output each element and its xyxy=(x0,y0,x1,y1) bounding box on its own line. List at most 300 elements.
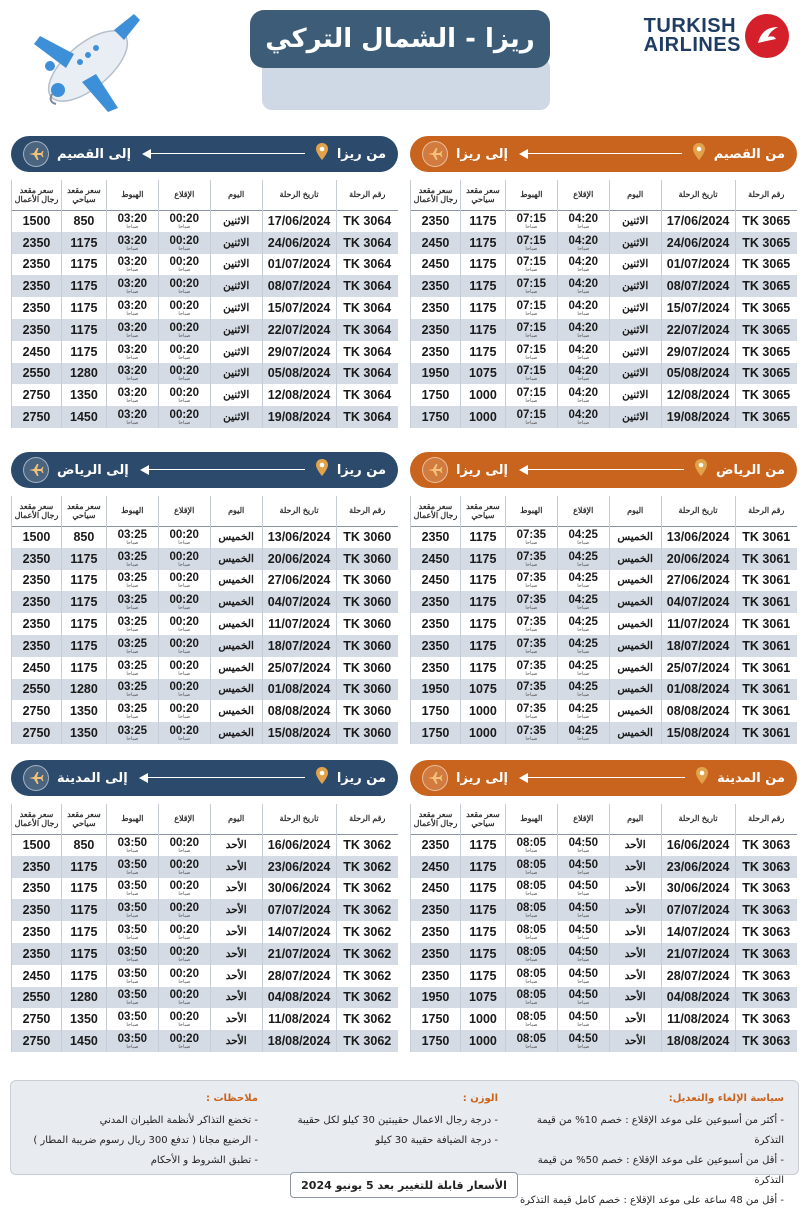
time-cell xyxy=(106,834,158,856)
time-note: صباحا xyxy=(178,935,191,942)
business-price: 2750 xyxy=(12,1030,62,1052)
cancel-item: - أقل من 48 ساعة على موعد الإقلاع : خصم كامل قيمة التذكرة xyxy=(519,1195,784,1206)
location-pin-icon xyxy=(695,767,709,789)
time-cell xyxy=(557,406,609,428)
economy-price: 1075 xyxy=(460,363,505,385)
time-cell xyxy=(557,526,609,548)
time-cell xyxy=(557,297,609,319)
table-row xyxy=(12,319,399,341)
time-value: 00:20 xyxy=(169,365,199,378)
table-row xyxy=(12,254,399,276)
weight-item: - درجة الضيافة حقيبة 30 كيلو xyxy=(375,1135,498,1146)
time-cell xyxy=(106,987,158,1009)
business-price: 2350 xyxy=(411,341,461,363)
plane-icon xyxy=(422,765,448,791)
time-cell xyxy=(505,591,557,613)
plane-icon xyxy=(23,141,49,167)
business-price: 2350 xyxy=(12,921,62,943)
time-value: 00:20 xyxy=(169,637,199,650)
table-row xyxy=(411,943,798,965)
flight-number: TK 3061 xyxy=(735,657,797,679)
business-price: 2350 xyxy=(12,613,62,635)
time-value: 03:20 xyxy=(117,321,148,334)
table-row xyxy=(411,700,798,722)
time-value: 00:20 xyxy=(169,321,199,334)
time-cell xyxy=(557,834,609,856)
day-cell: الخميس xyxy=(609,700,661,722)
flight-date: 21/07/2024 xyxy=(661,943,735,965)
day-cell: الخميس xyxy=(210,635,262,657)
time-note: صباحا xyxy=(126,978,139,985)
route-header xyxy=(11,136,398,172)
day-cell: الاثنين xyxy=(609,232,661,254)
time-note: صباحا xyxy=(126,956,139,963)
day-cell: الاثنين xyxy=(609,297,661,319)
business-price: 2450 xyxy=(411,878,461,900)
time-note: صباحا xyxy=(525,583,538,590)
time-note: صباحا xyxy=(178,583,191,590)
column-header: اليوم xyxy=(609,804,661,834)
time-value: 03:25 xyxy=(117,529,148,542)
flight-date: 08/08/2024 xyxy=(262,700,336,722)
flight-date: 07/07/2024 xyxy=(262,899,336,921)
flight-date: 15/07/2024 xyxy=(262,297,336,319)
time-cell xyxy=(505,526,557,548)
flight-date: 11/08/2024 xyxy=(661,1008,735,1030)
time-value: 04:20 xyxy=(568,234,598,247)
day-cell: الخميس xyxy=(609,635,661,657)
time-cell xyxy=(106,406,158,428)
time-value: 08:05 xyxy=(516,1033,547,1046)
time-value: 03:50 xyxy=(117,924,148,937)
day-cell: الخميس xyxy=(210,657,262,679)
route-header xyxy=(11,760,398,796)
flight-number: TK 3064 xyxy=(336,319,398,341)
time-cell xyxy=(505,635,557,657)
time-value: 07:15 xyxy=(516,256,547,269)
time-note: صباحا xyxy=(126,332,139,339)
table-row xyxy=(12,921,399,943)
economy-price: 850 xyxy=(61,210,106,232)
economy-price: 1450 xyxy=(61,1030,106,1052)
flight-number: TK 3063 xyxy=(735,921,797,943)
economy-price: 850 xyxy=(61,834,106,856)
day-cell: الخميس xyxy=(210,722,262,744)
table-header-row xyxy=(411,180,798,210)
column-header: اليوم xyxy=(609,180,661,210)
flight-date: 04/08/2024 xyxy=(262,987,336,1009)
day-cell: الاثنين xyxy=(210,319,262,341)
day-cell: الاثنين xyxy=(210,254,262,276)
flight-date: 18/07/2024 xyxy=(661,635,735,657)
time-value: 03:20 xyxy=(117,343,148,356)
flight-number: TK 3062 xyxy=(336,899,398,921)
flight-number: TK 3060 xyxy=(336,700,398,722)
time-cell xyxy=(505,232,557,254)
flight-date: 05/08/2024 xyxy=(661,363,735,385)
time-cell xyxy=(158,526,210,548)
flight-date: 18/08/2024 xyxy=(661,1030,735,1052)
table-row xyxy=(411,526,798,548)
business-price: 2350 xyxy=(12,635,62,657)
time-value: 04:20 xyxy=(568,387,598,400)
economy-price: 1175 xyxy=(460,834,505,856)
time-value: 07:15 xyxy=(516,234,547,247)
flight-number: TK 3060 xyxy=(336,722,398,744)
time-value: 04:50 xyxy=(568,858,598,871)
time-note: صباحا xyxy=(577,891,590,898)
time-value: 03:50 xyxy=(117,837,148,850)
time-value: 00:20 xyxy=(169,1033,199,1046)
day-cell: الاثنين xyxy=(609,341,661,363)
flight-date: 04/08/2024 xyxy=(661,987,735,1009)
time-value: 00:20 xyxy=(169,572,199,585)
time-value: 03:25 xyxy=(117,703,148,716)
column-header: رقم الرحلة xyxy=(735,804,797,834)
flight-date: 19/08/2024 xyxy=(661,406,735,428)
economy-price: 1175 xyxy=(460,921,505,943)
inbound-panel-1 xyxy=(11,452,398,744)
time-value: 04:20 xyxy=(568,321,598,334)
table-row xyxy=(411,965,798,987)
time-value: 00:20 xyxy=(169,924,199,937)
column-header: سعر مقعد سياحي xyxy=(61,804,106,834)
business-price: 2350 xyxy=(12,548,62,570)
schedule-table xyxy=(410,496,797,744)
time-value: 04:20 xyxy=(568,278,598,291)
time-cell xyxy=(158,384,210,406)
flight-date: 19/08/2024 xyxy=(262,406,336,428)
column-header: سعر مقعد رجال الأعمال xyxy=(12,496,62,526)
time-note: صباحا xyxy=(126,376,139,383)
flight-date: 16/06/2024 xyxy=(262,834,336,856)
time-note: صباحا xyxy=(126,583,139,590)
flight-number: TK 3063 xyxy=(735,878,797,900)
time-value: 04:50 xyxy=(568,837,598,850)
business-price: 2350 xyxy=(411,526,461,548)
day-cell: الأحد xyxy=(210,943,262,965)
flight-number: TK 3060 xyxy=(336,613,398,635)
economy-price: 1175 xyxy=(61,319,106,341)
day-cell: الأحد xyxy=(609,834,661,856)
time-note: صباحا xyxy=(126,1044,139,1051)
time-value: 00:20 xyxy=(169,703,199,716)
time-value: 03:25 xyxy=(117,616,148,629)
location-pin-icon xyxy=(315,767,329,789)
day-cell: الخميس xyxy=(609,526,661,548)
flight-date: 29/07/2024 xyxy=(661,341,735,363)
time-cell xyxy=(106,722,158,744)
time-value: 03:50 xyxy=(117,858,148,871)
time-note: صباحا xyxy=(577,692,590,699)
time-note: صباحا xyxy=(577,627,590,634)
table-row xyxy=(411,1008,798,1030)
time-note: صباحا xyxy=(525,311,538,318)
time-cell xyxy=(158,899,210,921)
time-cell xyxy=(505,943,557,965)
time-note: صباحا xyxy=(577,1044,590,1051)
flight-date: 23/06/2024 xyxy=(661,856,735,878)
business-price: 2350 xyxy=(12,232,62,254)
time-value: 00:20 xyxy=(169,880,199,893)
business-price: 2350 xyxy=(411,943,461,965)
table-row xyxy=(12,657,399,679)
economy-price: 1175 xyxy=(460,210,505,232)
flight-number: TK 3061 xyxy=(735,591,797,613)
time-cell xyxy=(106,635,158,657)
logo-line1: TURKISH xyxy=(643,15,737,37)
economy-price: 1175 xyxy=(460,878,505,900)
table-row xyxy=(12,679,399,701)
time-cell xyxy=(106,319,158,341)
flight-number: TK 3064 xyxy=(336,232,398,254)
header xyxy=(0,0,809,125)
day-cell: الأحد xyxy=(609,987,661,1009)
time-value: 00:20 xyxy=(169,234,199,247)
time-value: 04:50 xyxy=(568,967,598,980)
day-cell: الخميس xyxy=(210,526,262,548)
time-value: 03:50 xyxy=(117,989,148,1002)
column-header: اليوم xyxy=(609,496,661,526)
table-row xyxy=(411,987,798,1009)
time-note: صباحا xyxy=(178,891,191,898)
day-cell: الخميس xyxy=(609,657,661,679)
table-row xyxy=(411,275,798,297)
time-note: صباحا xyxy=(525,398,538,405)
table-row xyxy=(12,570,399,592)
flight-number: TK 3061 xyxy=(735,570,797,592)
time-value: 04:25 xyxy=(568,659,598,672)
flight-date: 15/08/2024 xyxy=(661,722,735,744)
economy-price: 1175 xyxy=(460,856,505,878)
flight-date: 18/08/2024 xyxy=(262,1030,336,1052)
weight-policy xyxy=(278,1089,498,1151)
time-cell xyxy=(106,297,158,319)
flight-date: 30/06/2024 xyxy=(661,878,735,900)
time-note: صباحا xyxy=(525,289,538,296)
time-note: صباحا xyxy=(126,420,139,427)
time-value: 00:20 xyxy=(169,858,199,871)
table-row xyxy=(411,591,798,613)
table-row xyxy=(12,341,399,363)
route-destination xyxy=(422,141,508,167)
time-note: صباحا xyxy=(577,1022,590,1029)
time-note: صباحا xyxy=(126,714,139,721)
time-value: 00:20 xyxy=(169,725,199,738)
economy-price: 1175 xyxy=(61,965,106,987)
time-value: 00:20 xyxy=(169,300,199,313)
table-row xyxy=(411,921,798,943)
route-header xyxy=(410,452,797,488)
flight-number: TK 3060 xyxy=(336,526,398,548)
time-note: صباحا xyxy=(126,648,139,655)
time-cell xyxy=(505,570,557,592)
time-cell xyxy=(158,657,210,679)
time-value: 04:20 xyxy=(568,256,598,269)
business-price: 2350 xyxy=(411,899,461,921)
business-price: 2450 xyxy=(411,232,461,254)
time-note: صباحا xyxy=(577,332,590,339)
time-note: صباحا xyxy=(577,376,590,383)
business-price: 2350 xyxy=(12,591,62,613)
flight-number: TK 3064 xyxy=(336,406,398,428)
time-cell xyxy=(557,570,609,592)
economy-price: 1175 xyxy=(61,297,106,319)
time-note: صباحا xyxy=(577,540,590,547)
business-price: 2750 xyxy=(12,722,62,744)
time-note: صباحا xyxy=(178,714,191,721)
time-cell xyxy=(158,319,210,341)
time-cell xyxy=(505,921,557,943)
route-from-label: من ريزا xyxy=(336,770,386,786)
route-destination xyxy=(422,765,508,791)
time-cell xyxy=(557,657,609,679)
time-note: صباحا xyxy=(178,354,191,361)
business-price: 2450 xyxy=(12,657,62,679)
table-row xyxy=(12,406,399,428)
time-note: صباحا xyxy=(525,714,538,721)
time-cell xyxy=(557,635,609,657)
economy-price: 1280 xyxy=(61,987,106,1009)
time-cell xyxy=(158,210,210,232)
flight-number: TK 3060 xyxy=(336,548,398,570)
table-row xyxy=(411,319,798,341)
flight-number: TK 3061 xyxy=(735,635,797,657)
logo-bird-icon xyxy=(745,14,789,58)
flight-number: TK 3063 xyxy=(735,834,797,856)
time-note: صباحا xyxy=(577,311,590,318)
time-value: 03:50 xyxy=(117,1011,148,1024)
column-header: سعر مقعد سياحي xyxy=(61,180,106,210)
business-price: 1750 xyxy=(411,384,461,406)
column-header: الهبوط xyxy=(106,180,158,210)
time-cell xyxy=(158,363,210,385)
flight-date: 13/06/2024 xyxy=(661,526,735,548)
business-price: 2350 xyxy=(411,965,461,987)
time-cell xyxy=(158,275,210,297)
business-price: 2350 xyxy=(411,210,461,232)
time-cell xyxy=(158,297,210,319)
flight-number: TK 3065 xyxy=(735,297,797,319)
time-cell xyxy=(106,570,158,592)
economy-price: 1175 xyxy=(460,526,505,548)
column-header: اليوم xyxy=(210,180,262,210)
table-row xyxy=(411,856,798,878)
time-note: صباحا xyxy=(126,736,139,743)
economy-price: 1175 xyxy=(460,899,505,921)
flight-date: 08/07/2024 xyxy=(262,275,336,297)
economy-price: 1175 xyxy=(460,613,505,635)
page-title: ريزا - الشمال التركي xyxy=(250,10,550,68)
time-cell xyxy=(158,1030,210,1052)
flight-date: 25/07/2024 xyxy=(262,657,336,679)
time-cell xyxy=(158,548,210,570)
time-value: 04:50 xyxy=(568,902,598,915)
table-row xyxy=(411,635,798,657)
time-value: 07:35 xyxy=(516,594,547,607)
flight-number: TK 3063 xyxy=(735,899,797,921)
time-cell xyxy=(106,700,158,722)
time-note: صباحا xyxy=(525,648,538,655)
flight-number: TK 3063 xyxy=(735,1008,797,1030)
economy-price: 1175 xyxy=(460,635,505,657)
time-note: صباحا xyxy=(577,869,590,876)
flight-date: 12/08/2024 xyxy=(262,384,336,406)
time-note: صباحا xyxy=(577,714,590,721)
time-note: صباحا xyxy=(126,267,139,274)
day-cell: الاثنين xyxy=(609,319,661,341)
business-price: 2350 xyxy=(411,657,461,679)
flight-number: TK 3065 xyxy=(735,406,797,428)
flight-number: TK 3062 xyxy=(336,856,398,878)
day-cell: الأحد xyxy=(210,899,262,921)
flight-number: TK 3063 xyxy=(735,943,797,965)
flight-number: TK 3062 xyxy=(336,943,398,965)
flight-date: 14/07/2024 xyxy=(262,921,336,943)
business-price: 2350 xyxy=(12,899,62,921)
time-note: صباحا xyxy=(178,1000,191,1007)
time-value: 04:25 xyxy=(568,572,598,585)
time-cell xyxy=(106,591,158,613)
time-value: 03:20 xyxy=(117,365,148,378)
flight-date: 01/08/2024 xyxy=(661,679,735,701)
flight-number: TK 3061 xyxy=(735,700,797,722)
time-note: صباحا xyxy=(126,224,139,231)
route-origin xyxy=(315,767,386,789)
flight-date: 30/06/2024 xyxy=(262,878,336,900)
time-cell xyxy=(505,297,557,319)
economy-price: 1000 xyxy=(460,722,505,744)
column-header: سعر مقعد سياحي xyxy=(460,180,505,210)
table-row xyxy=(411,657,798,679)
time-cell xyxy=(106,679,158,701)
time-note: صباحا xyxy=(178,245,191,252)
time-cell xyxy=(158,856,210,878)
business-price: 2750 xyxy=(12,406,62,428)
flight-date: 12/08/2024 xyxy=(661,384,735,406)
flight-date: 17/06/2024 xyxy=(661,210,735,232)
day-cell: الأحد xyxy=(609,899,661,921)
table-row xyxy=(411,722,798,744)
day-cell: الأحد xyxy=(609,856,661,878)
time-cell xyxy=(505,254,557,276)
flight-date: 20/06/2024 xyxy=(661,548,735,570)
flight-number: TK 3065 xyxy=(735,275,797,297)
day-cell: الاثنين xyxy=(609,363,661,385)
time-value: 08:05 xyxy=(516,945,547,958)
time-cell xyxy=(106,921,158,943)
schedule-table xyxy=(11,496,398,744)
time-cell xyxy=(557,722,609,744)
route-to-label: إلى ريزا xyxy=(456,770,508,786)
flight-number: TK 3065 xyxy=(735,254,797,276)
time-note: صباحا xyxy=(178,561,191,568)
time-cell xyxy=(557,899,609,921)
time-cell xyxy=(106,341,158,363)
flight-number: TK 3062 xyxy=(336,965,398,987)
table-row xyxy=(12,943,399,965)
time-value: 03:20 xyxy=(117,300,148,313)
time-note: صباحا xyxy=(577,267,590,274)
flight-number: TK 3064 xyxy=(336,363,398,385)
column-header: تاريخ الرحلة xyxy=(262,180,336,210)
direction-arrow-icon xyxy=(138,772,305,784)
time-note: صباحا xyxy=(577,583,590,590)
day-cell: الخميس xyxy=(609,570,661,592)
time-cell xyxy=(505,899,557,921)
time-note: صباحا xyxy=(178,605,191,612)
business-price: 2350 xyxy=(12,319,62,341)
